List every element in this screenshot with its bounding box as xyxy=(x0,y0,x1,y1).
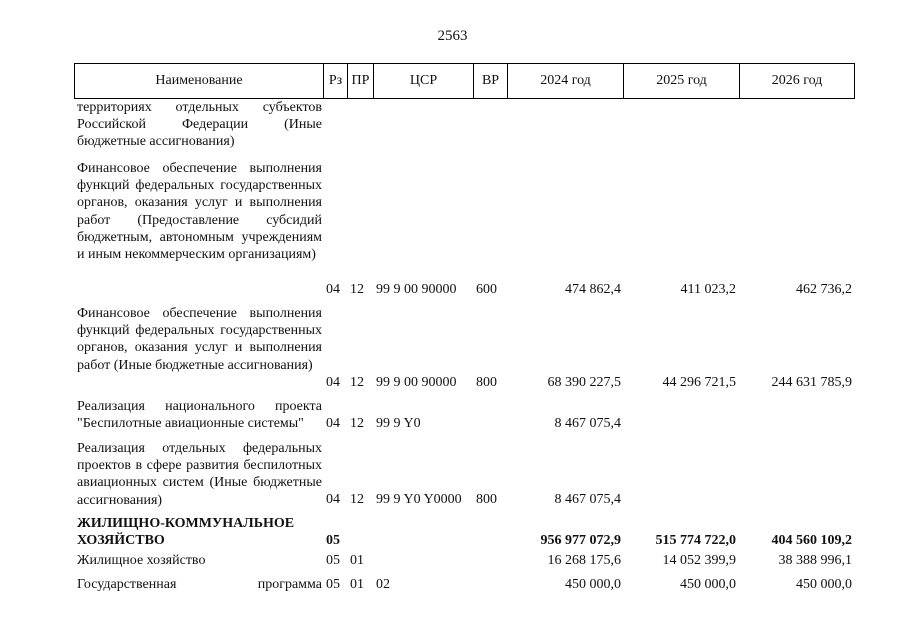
row-name: Финансовое обеспечение выполнения функций федеральных государственных органов, оказания услуг и выполнения работ (Иные бюджетные ассигнования) xyxy=(77,306,322,373)
row-2025: 44 296 721,5 xyxy=(662,375,736,390)
row-rz: 05 xyxy=(326,577,340,592)
table-row xyxy=(0,99,905,151)
row-2026: 404 560 109,2 xyxy=(771,533,852,548)
row-2026: 38 388 996,1 xyxy=(778,553,852,568)
row-rz: 04 xyxy=(326,416,340,431)
row-2024: 16 268 175,6 xyxy=(547,553,621,568)
row-2024: 956 977 072,9 xyxy=(540,533,621,548)
row-2026: 450 000,0 xyxy=(796,577,852,592)
row-csr: 02 xyxy=(376,577,390,592)
table-row xyxy=(0,305,905,391)
row-pr: 01 xyxy=(350,553,364,568)
header-2026: 2026 год xyxy=(739,64,854,98)
row-2024: 8 467 075,4 xyxy=(554,492,621,507)
row-2025: 450 000,0 xyxy=(680,577,736,592)
row-rz: 04 xyxy=(326,282,340,297)
table-row xyxy=(0,160,905,298)
row-pr: 01 xyxy=(350,577,364,592)
row-vr: 600 xyxy=(476,282,497,297)
row-2025: 515 774 722,0 xyxy=(655,533,736,548)
header-rz: Рз xyxy=(323,64,347,98)
row-pr: 12 xyxy=(350,375,364,390)
row-name: Реализация национального проекта "Беспилотные авиационные системы" xyxy=(77,399,322,432)
row-csr: 99 9 00 90000 xyxy=(376,375,457,390)
row-csr: 99 9 Y0 Y0000 xyxy=(376,492,462,507)
table-header xyxy=(74,63,855,99)
row-pr: 12 xyxy=(350,492,364,507)
row-vr: 800 xyxy=(476,492,497,507)
section-name: ЖИЛИЩНО-КОММУНАЛЬНОЕ ХОЗЯЙСТВО xyxy=(77,516,295,549)
row-2026: 462 736,2 xyxy=(796,282,852,297)
row-rz: 05 xyxy=(326,553,340,568)
row-csr: 99 9 Y0 xyxy=(376,416,421,431)
header-2025: 2025 год xyxy=(623,64,739,98)
row-2024: 8 467 075,4 xyxy=(554,416,621,431)
row-2024: 68 390 227,5 xyxy=(547,375,621,390)
row-2025: 411 023,2 xyxy=(680,282,736,297)
row-2025: 14 052 399,9 xyxy=(662,553,736,568)
header-pr: ПР xyxy=(347,64,373,98)
table-row xyxy=(0,398,905,432)
row-rz: 04 xyxy=(326,492,340,507)
row-name: Финансовое обеспечение выполнения функций федеральных государственных органов, оказания услуг и выполнения работ (Предоставление субсидий бюджетным, автономным учреждениям и иным некоммерческим организациям) xyxy=(77,161,322,263)
row-name: территориях отдельных субъектов Российской Федерации (Иные бюджетные ассигнования) xyxy=(77,100,322,150)
table-row xyxy=(0,440,905,508)
row-2024: 474 862,4 xyxy=(565,282,621,297)
row-csr: 99 9 00 90000 xyxy=(376,282,457,297)
header-2024: 2024 год xyxy=(507,64,623,98)
row-name: Жилищное хозяйство xyxy=(77,553,206,568)
row-name: Реализация отдельных федеральных проектов в сфере развития беспилотных авиационных систем (Иные бюджетные ассигнования) xyxy=(77,441,322,508)
row-2026: 244 631 785,9 xyxy=(771,375,852,390)
table-row xyxy=(0,552,905,569)
header-vr: ВР xyxy=(473,64,507,98)
row-rz: 05 xyxy=(326,533,340,548)
table-row xyxy=(0,576,905,593)
row-vr: 800 xyxy=(476,375,497,390)
table-row xyxy=(0,515,905,549)
page-number: 2563 xyxy=(437,28,468,44)
header-csr: ЦСР xyxy=(373,64,473,98)
row-name: Государственная программа xyxy=(77,577,322,592)
row-2024: 450 000,0 xyxy=(565,577,621,592)
row-rz: 04 xyxy=(326,375,340,390)
header-name: Наименование xyxy=(155,73,243,88)
row-pr: 12 xyxy=(350,416,364,431)
row-pr: 12 xyxy=(350,282,364,297)
